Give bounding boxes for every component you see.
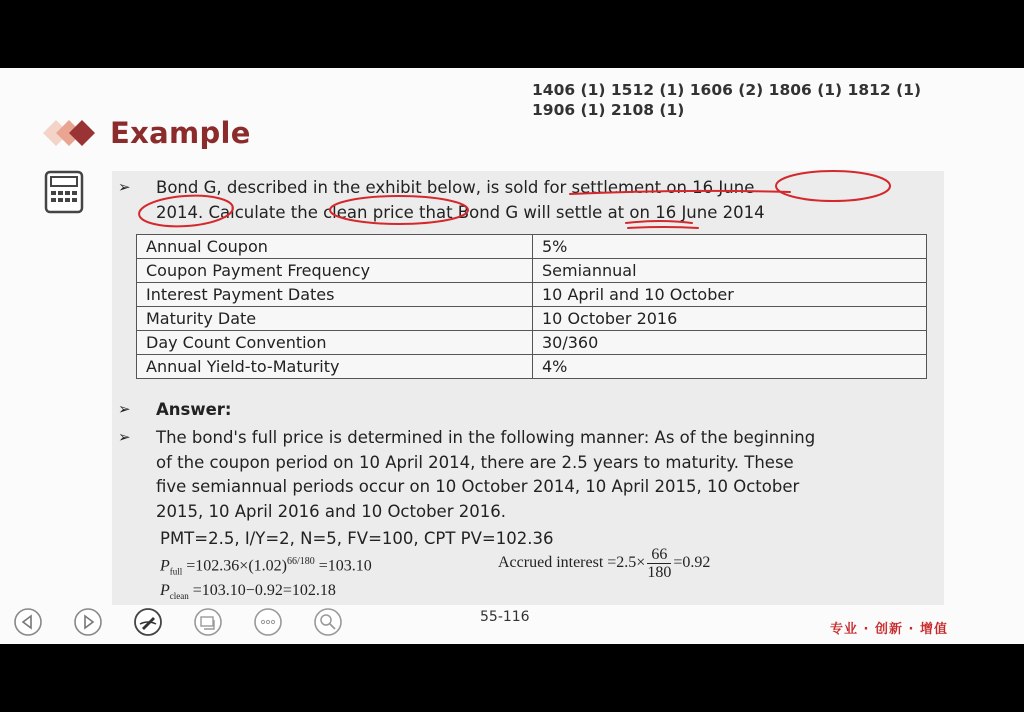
bullet-arrow-icon: ➢ xyxy=(118,401,131,418)
accrued-denominator: 180 xyxy=(647,564,672,581)
question-line1: Bond G, described in the exhibit below, is sold for settlement on 16 June xyxy=(156,178,755,197)
pfull-exponent: 66/180 xyxy=(286,556,315,567)
bullet-arrow-icon: ➢ xyxy=(118,429,131,446)
table-cell-value: 30/360 xyxy=(533,331,927,355)
question-line2: 2014. Calculate the clean price that Bond G will settle at on 16 June 2014 xyxy=(156,202,765,222)
exam-codes-line2: 1906 (1) 2108 (1) xyxy=(532,101,685,119)
pclean-symbol: P xyxy=(160,582,170,599)
table-row xyxy=(137,331,927,355)
previous-slide-icon[interactable] xyxy=(12,606,44,638)
accrued-fraction xyxy=(647,546,671,581)
table-cell-parameter: Maturity Date xyxy=(137,307,533,331)
full-price-formula xyxy=(160,556,372,577)
table-cell-value: 10 April and 10 October xyxy=(533,283,927,307)
pfull-result: =103.10 xyxy=(318,557,372,575)
answer-line: of the coupon period on 10 April 2014, there are 2.5 years to maturity. These xyxy=(156,452,794,472)
page-title: Example xyxy=(110,116,251,150)
zoom-icon[interactable] xyxy=(312,606,344,638)
clean-price-formula xyxy=(160,582,336,601)
accrued-result: =0.92 xyxy=(673,554,711,572)
pen-tool-icon[interactable] xyxy=(132,606,164,638)
bullet-arrow-icon: ➢ xyxy=(118,179,131,196)
answer-line: 2015, 10 April 2016 and 10 October 2016. xyxy=(156,501,506,521)
table-row xyxy=(137,355,927,379)
answer-line: The bond's full price is determined in the following manner: As of the beginning xyxy=(156,428,816,447)
accrued-interest-formula xyxy=(498,546,710,581)
page-number: 55-116 xyxy=(480,609,530,625)
table-cell-value: 5% xyxy=(533,235,927,259)
question-text xyxy=(156,176,896,225)
table-cell-parameter: Day Count Convention xyxy=(137,331,533,355)
pfull-symbol: P xyxy=(160,557,170,575)
pfull-expression: =102.36×(1.02) xyxy=(186,557,287,575)
more-options-icon[interactable] xyxy=(252,606,284,638)
table-cell-value: Semiannual xyxy=(533,259,927,283)
table-row xyxy=(137,307,927,331)
exam-codes xyxy=(532,80,921,120)
slide-sorter-icon[interactable] xyxy=(192,606,224,638)
table-cell-parameter: Annual Coupon xyxy=(137,235,533,259)
accrued-label: Accrued interest =2.5× xyxy=(498,554,646,572)
slide xyxy=(0,68,1024,644)
accrued-numerator: 66 xyxy=(647,546,671,564)
calculator-icon xyxy=(44,170,84,214)
table-cell-value: 10 October 2016 xyxy=(533,307,927,331)
table-cell-parameter: Coupon Payment Frequency xyxy=(137,259,533,283)
table-cell-value: 4% xyxy=(533,355,927,379)
table-row xyxy=(137,259,927,283)
calculator-inputs: PMT=2.5, I/Y=2, N=5, FV=100, CPT PV=102.36 xyxy=(160,529,554,548)
brand-slogan: 专业 · 创新 · 增值 xyxy=(830,622,948,637)
table-cell-parameter: Annual Yield-to-Maturity xyxy=(137,355,533,379)
table-row xyxy=(137,283,927,307)
pfull-subscript: full xyxy=(169,566,183,577)
bond-exhibit-table xyxy=(136,234,927,379)
exam-codes-line1: 1406 (1) 1512 (1) 1606 (2) 1806 (1) 1812 (1) xyxy=(532,81,922,99)
table-cell-parameter: Interest Payment Dates xyxy=(137,283,533,307)
pclean-expression: =103.10−0.92=102.18 xyxy=(192,582,336,599)
table-row xyxy=(137,235,927,259)
answer-label: Answer: xyxy=(156,400,232,419)
pclean-subscript: clean xyxy=(169,591,189,602)
answer-line: five semiannual periods occur on 10 October 2014, 10 April 2015, 10 October xyxy=(156,477,800,496)
next-slide-icon[interactable] xyxy=(72,606,104,638)
answer-text xyxy=(156,426,956,524)
diamonds-icon xyxy=(28,118,102,148)
